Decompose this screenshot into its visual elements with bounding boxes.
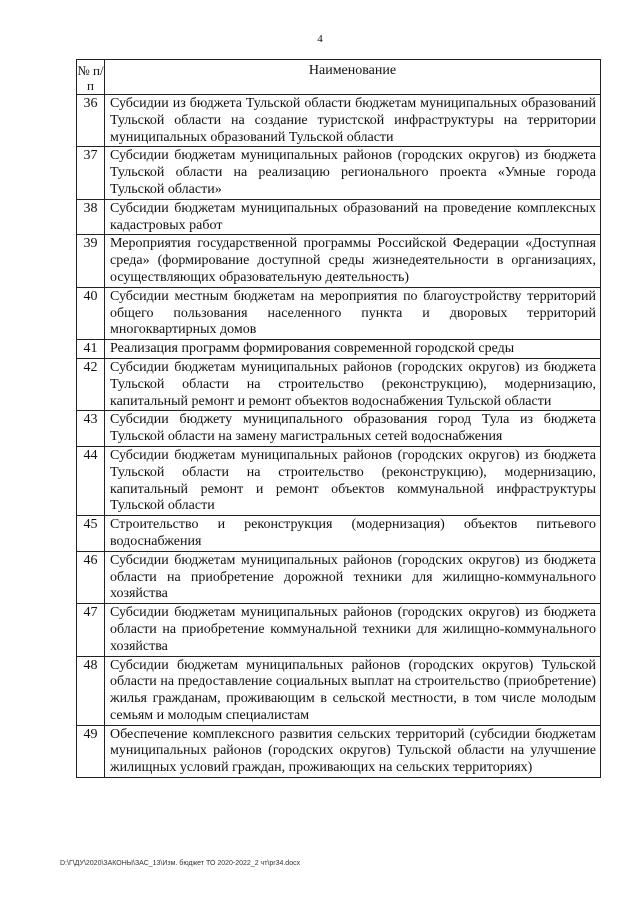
row-name: Субсидии бюджетам муниципальных образований на проведение комплексных кадастровых работ	[105, 199, 601, 235]
row-name: Реализация программ формирования современной городской среды	[105, 340, 601, 359]
table-row	[77, 411, 601, 447]
table-row	[77, 604, 601, 656]
row-number: 41	[77, 340, 105, 359]
table-row	[77, 551, 601, 603]
table-row	[77, 358, 601, 410]
column-header-number: № п/п	[77, 60, 105, 95]
column-header-name: Наименование	[105, 60, 601, 95]
row-number: 47	[77, 604, 105, 656]
row-name: Субсидии бюджетам муниципальных районов (городских округов) из бюджета Тульской области на реализацию регионального проекта «Умные города Тульской области»	[105, 147, 601, 199]
table-row	[77, 199, 601, 235]
row-name: Субсидии бюджету муниципального образования город Тула из бюджета Тульской области на замену магистральных сетей водоснабжения	[105, 411, 601, 447]
row-name: Субсидии бюджетам муниципальных районов (городских округов) из бюджета Тульской области на строительство (реконструкцию), модернизацию, капитальный ремонт и ремонт объектов коммунальной инфраструктуры Тульской области	[105, 446, 601, 515]
table-row	[77, 656, 601, 725]
row-number: 44	[77, 446, 105, 515]
table-row	[77, 516, 601, 552]
row-number: 38	[77, 199, 105, 235]
row-number: 49	[77, 725, 105, 777]
table-row	[77, 95, 601, 147]
row-name: Субсидии бюджетам муниципальных районов (городских округов) Тульской области на предоставление социальных выплат на строительство (приобретение) жилья гражданам, проживающим в сельской местности, в том числе молодым семьям и молодым специалистам	[105, 656, 601, 725]
file-path-footer: D:\Г\ДУ\2020\ЗАКОНЫ\ЗАС_13\Изм. бюджет ТО 2020-2022_2 чт\pr34.docx	[60, 860, 301, 867]
row-number: 39	[77, 235, 105, 287]
row-number: 42	[77, 358, 105, 410]
row-number: 43	[77, 411, 105, 447]
row-name: Обеспечение комплексного развития сельских территорий (субсидии бюджетам муниципальных районов (городских округов) Тульской области на улучшение жилищных условий граждан, проживающих на сельских территориях)	[105, 725, 601, 777]
page-number: 4	[317, 33, 323, 45]
table-header-row	[77, 60, 601, 95]
table-row	[77, 725, 601, 777]
row-name: Субсидии местным бюджетам на мероприятия по благоустройству территорий общего пользования населенного пункта и дворовых территорий многоквартирных домов	[105, 287, 601, 339]
items-table	[76, 59, 601, 778]
row-number: 48	[77, 656, 105, 725]
row-name: Строительство и реконструкция (модернизация) объектов питьевого водоснабжения	[105, 516, 601, 552]
row-number: 36	[77, 95, 105, 147]
table-row	[77, 147, 601, 199]
row-name: Мероприятия государственной программы Российской Федерации «Доступная среда» (формирование доступной среды жизнедеятельности в организациях, осуществляющих образовательную деятельность)	[105, 235, 601, 287]
row-name: Субсидии бюджетам муниципальных районов (городских округов) из бюджета Тульской области на строительство (реконструкцию), модернизацию, капитальный ремонт и ремонт объектов водоснабжения Тульской области	[105, 358, 601, 410]
row-name: Субсидии бюджетам муниципальных районов (городских округов) из бюджета области на приобретение коммунальной техники для жилищно-коммунального хозяйства	[105, 604, 601, 656]
row-number: 37	[77, 147, 105, 199]
row-number: 40	[77, 287, 105, 339]
table-row	[77, 340, 601, 359]
table-row	[77, 287, 601, 339]
row-name: Субсидии бюджетам муниципальных районов (городских округов) из бюджета области на приобретение дорожной техники для жилищно-коммунального хозяйства	[105, 551, 601, 603]
row-number: 46	[77, 551, 105, 603]
table-row	[77, 446, 601, 515]
table-row	[77, 235, 601, 287]
row-name: Субсидии из бюджета Тульской области бюджетам муниципальных образований Тульской области на создание туристской инфраструктуры на территории муниципальных образований Тульской области	[105, 95, 601, 147]
row-number: 45	[77, 516, 105, 552]
